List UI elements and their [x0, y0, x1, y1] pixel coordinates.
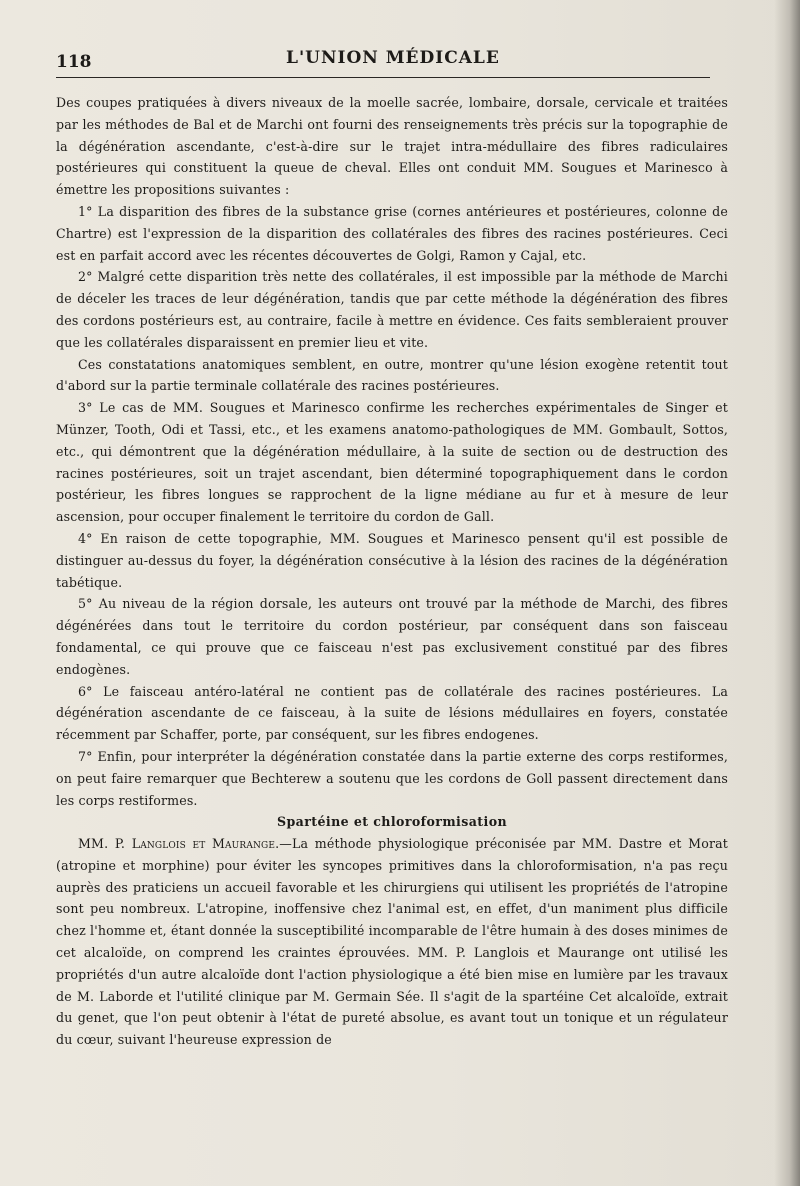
binding-shadow: [774, 0, 800, 1186]
page-number: 118: [56, 52, 92, 72]
running-title: L'UNION MÉDICALE: [286, 48, 500, 68]
section-paragraph: [56, 833, 728, 1051]
paragraph-4: 4° En raison de cette topographie, MM. Sougues et Marinesco pensent qu'il est possible de distinguer au-dessus du foyer, la dégénération consécutive à la lésion des racines de la dégénération tabétique.: [56, 530, 728, 590]
paragraph-5: 5° Au niveau de la région dorsale, les auteurs ont trouvé par la méthode de Marchi, des fibres dégénérées dans tout le territoire du cordon postérieur, par conséquent dans son faisceau fondamental, ce qui prouve que ce faisceau n'est pas exclusivement constitué par des fibres endogènes.: [56, 596, 728, 677]
section-body: —La méthode physiologique préconisée par MM. Dastre et Morat (atropine et morphine) pour éviter les syncopes primitives dans la chloroformisation, n'a pas reçu auprès des praticiens un accueil favorable et les chirurgiens qui utilisent les propriétés de l'atropine sont peu nombreux. L'atropine, inoffensive chez l'animal est, en effet, d'un maniment plus difficile chez l'homme et, étant donnée la susceptibilité incomparable de l'être humain à des doses minimes de cet alcaloïde, on comprend les craintes éprouvées. MM. P. Langlois et Maurange ont utilisé les propriétés d'un autre alcaloïde dont l'action physiologique a été bien mise en lumière par les travaux de M. Laborde et l'utilité clinique par M. Germain Sée. Il s'agit de la spartéine Cet alcaloïde, extrait du genet, que l'on peut obtenir à l'état de pureté absolue, es avant tout un tonique et un régulateur du cœur, suivant l'heureuse expression de: [56, 836, 728, 1048]
paragraph-6: 6° Le faisceau antéro-latéral ne contient pas de collatérale des racines postérieures. La dégénération ascendante de ce faisceau, à la suite de lésions médullaires en foyers, constatée récemment par Schaffer, porte, par conséquent, sur les fibres endogenes.: [56, 683, 728, 743]
paragraph-1: 1° La disparition des fibres de la substance grise (cornes antérieures et postérieures, colonne de Chartre) est l'expression de la disparition des collatérales des fibres des racines postérieures. Ceci est en parfait accord avec les récentes découvertes de Golgi, Ramon y Cajal, etc.: [56, 203, 728, 263]
section-heading: Spartéine et chloroformisation: [276, 814, 508, 830]
paragraph-7: 7° Enfin, pour interpréter la dégénération constatée dans la partie externe des corps restiformes, on peut faire remarquer que Bechterew a soutenu que les cordons de Goll passent directement dans les corps restiformes.: [56, 748, 728, 808]
article-body: [56, 92, 728, 1051]
header-rule: [56, 77, 710, 78]
page-header: [56, 44, 716, 74]
paragraph-intro: Des coupes pratiquées à divers niveaux de la moelle sacrée, lombaire, dorsale, cervicale et traitées par les méthodes de Bal et de Marchi ont fourni des renseignements très précis sur la topographie de la dégénération ascendante, c'est-à-dire sur le trajet intra-médullaire des fibres radiculaires postérieures qui constituent la queue de cheval. Elles ont conduit MM. Sougues et Marinesco à émettre les propositions suivantes :: [56, 95, 728, 198]
paragraph-2: 2° Malgré cette disparition très nette des collatérales, il est impossible par la méthode de Marchi de déceler les traces de leur dégénération, tandis que par cette méthode la dégénération des fibres des cordons postérieurs est, au contraire, facile à mettre en évidence. Ces faits sembleraient prouver que les collatérales disparaissent en premier lieu et vite.: [56, 269, 728, 350]
section-authors: MM. P. Langlois et Maurange.: [78, 836, 280, 852]
paragraph-2b: Ces constatations anatomiques semblent, en outre, montrer qu'une lésion exogène retentit tout d'abord sur la partie terminale collatérale des racines postérieures.: [56, 356, 728, 394]
paragraph-3: 3° Le cas de MM. Sougues et Marinesco confirme les recherches expérimentales de Singer et Münzer, Tooth, Odi et Tassi, etc., et les examens anatomo-pathologiques de MM. Gombault, Sottos, etc., qui démontrent que la dégénération médullaire, à la suite de section ou de destruction des racines postérieures, soit un trajet ascendant, bien déterminé topographiquement dans le cordon postérieur, les fibres longues se rapprochent de la ligne médiane au fur et à mesure de leur ascension, pour occuper finalement le territoire du cordon de Gall.: [56, 400, 728, 525]
